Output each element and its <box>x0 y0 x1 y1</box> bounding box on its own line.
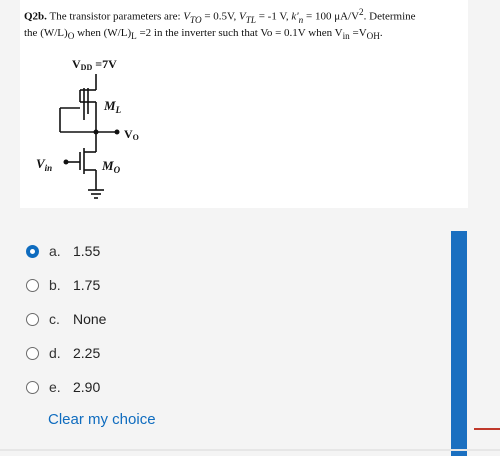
ml-label: $M_L$ <box>104 98 122 115</box>
option-a[interactable] <box>26 234 106 268</box>
radio-b[interactable] <box>26 279 39 292</box>
option-letter: d. <box>49 345 61 361</box>
inverter-circuit-diagram <box>20 40 220 208</box>
clear-choice-link[interactable]: Clear my choice <box>48 411 156 428</box>
page-edge-accent <box>474 428 500 430</box>
radio-c[interactable] <box>26 313 39 326</box>
input-node <box>64 160 69 165</box>
option-letter: b. <box>49 277 61 293</box>
scrollbar-thumb[interactable] <box>451 231 467 456</box>
option-letter: a. <box>49 243 61 259</box>
option-c[interactable] <box>26 302 106 336</box>
vo-label: VO <box>124 127 139 142</box>
option-letter: e. <box>49 379 61 395</box>
vdd-label: VDD =7V <box>72 57 117 72</box>
option-value: 1.55 <box>73 243 101 259</box>
question-text: Q2b. The transistor parameters are: $V_{TO} = 0.5V$, $V_{TL} = -1$ V, $k'_n = 100$ $\mu A/V^2$. Determine the $(W/L)_O$ when $(W/L)_L =2$ in the inverter such that Vo = 0.1V when $V_{in} =V_{OH}$. <box>24 7 416 42</box>
question-card <box>20 0 468 208</box>
radio-e[interactable] <box>26 381 39 394</box>
ground-icon <box>88 190 104 198</box>
radio-d[interactable] <box>26 347 39 360</box>
mo-label: $M_O$ <box>102 158 121 175</box>
option-d[interactable] <box>26 336 106 370</box>
option-b[interactable] <box>26 268 106 302</box>
option-value: 2.25 <box>73 345 101 361</box>
option-e[interactable] <box>26 370 106 404</box>
option-value: 1.75 <box>73 277 101 293</box>
bottom-divider <box>0 449 500 451</box>
answer-options <box>26 234 106 404</box>
option-value: 2.90 <box>73 379 101 395</box>
option-value: None <box>73 311 107 327</box>
option-letter: c. <box>49 311 60 327</box>
question-label: Q2b. <box>24 10 47 23</box>
radio-a[interactable] <box>26 245 39 258</box>
vin-label: $V_{in}$ <box>36 156 53 173</box>
